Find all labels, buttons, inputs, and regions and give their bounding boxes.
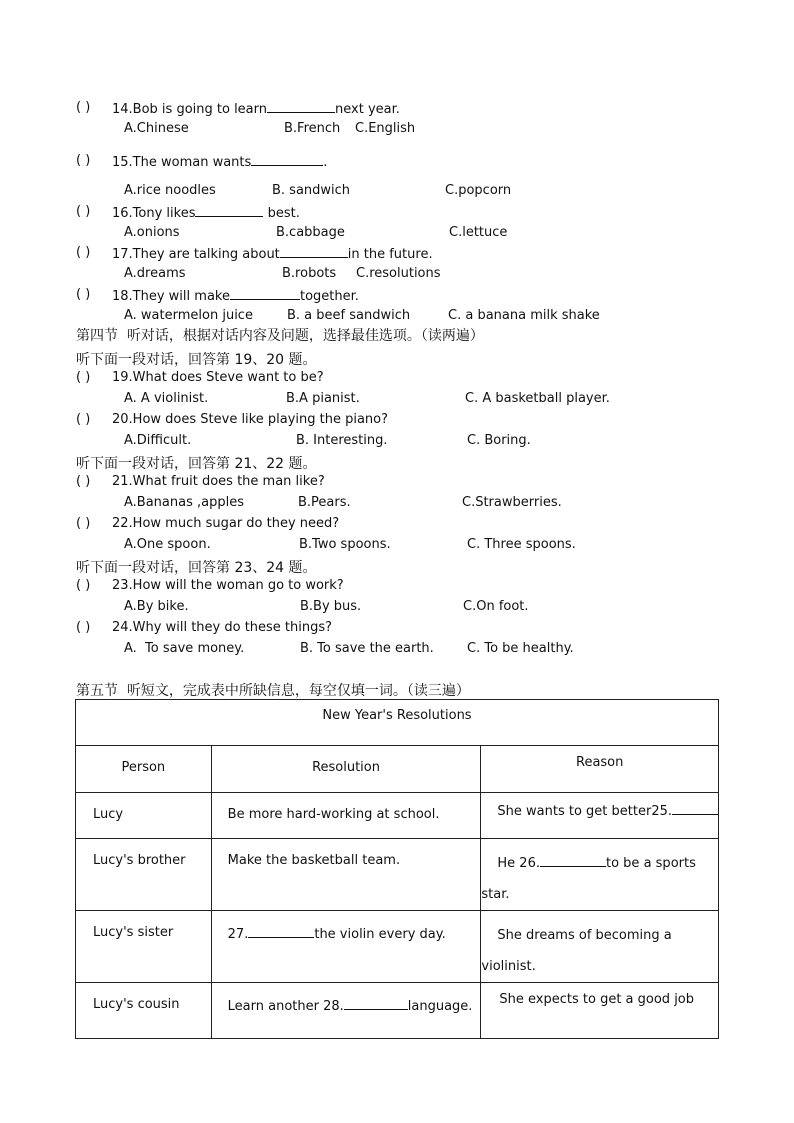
- option-c[interactable]: C.popcorn: [445, 183, 512, 198]
- answer-blank[interactable]: [195, 204, 263, 217]
- question-text: [112, 100, 400, 117]
- question-prefix: 14.Bob is going to learn: [112, 102, 268, 117]
- resolution-prefix: Learn another 28.: [227, 999, 344, 1014]
- answer-blank-25[interactable]: [672, 802, 718, 815]
- question-prefix: 18.They will make: [112, 289, 230, 304]
- cell-person: Lucy: [76, 793, 212, 839]
- question-suffix: next year.: [335, 102, 400, 117]
- section-4-intro-2: 听下面一段对话，回答第 21、22 题。: [76, 456, 317, 472]
- option-c[interactable]: C.resolutions: [356, 266, 441, 281]
- answer-paren[interactable]: ( ): [76, 245, 91, 260]
- option-a[interactable]: A.Chinese: [124, 121, 189, 136]
- option-a[interactable]: A. To save money.: [124, 641, 245, 656]
- question-suffix: in the future.: [347, 247, 433, 262]
- option-b[interactable]: B. To save the earth.: [300, 641, 434, 656]
- section-4-title: 第四节 听对话，根据对话内容及问题，选择最佳选项。（读两遍）: [76, 328, 484, 344]
- question-prefix: 16.Tony likes: [112, 206, 196, 221]
- option-b[interactable]: B.Pears.: [298, 495, 351, 510]
- table-row: [76, 983, 719, 1039]
- question-suffix: best.: [263, 206, 300, 221]
- option-c[interactable]: C. Boring.: [467, 433, 531, 448]
- table-row: [76, 911, 719, 983]
- option-a[interactable]: A.rice noodles: [124, 183, 216, 198]
- resolution-suffix: language.: [407, 999, 473, 1014]
- option-b[interactable]: B.Two spoons.: [299, 537, 391, 552]
- cell-resolution: Make the basketball team.: [211, 839, 481, 911]
- header-resolution: Resolution: [211, 746, 481, 793]
- option-c[interactable]: C. A basketball player.: [465, 391, 610, 406]
- table-row: [76, 793, 719, 839]
- question-text: 21.What fruit does the man like?: [112, 474, 325, 489]
- option-b[interactable]: B.A pianist.: [286, 391, 360, 406]
- table-title-row: [76, 700, 719, 746]
- table-header-row: [76, 746, 719, 793]
- answer-paren[interactable]: ( ): [76, 287, 91, 302]
- question-text: 20.How does Steve like playing the piano?: [112, 412, 389, 427]
- answer-blank[interactable]: [280, 245, 348, 258]
- resolution-suffix: the violin every day.: [314, 927, 446, 942]
- answer-paren[interactable]: ( ): [76, 620, 91, 635]
- cell-resolution: [211, 983, 481, 1039]
- option-c[interactable]: C.Strawberries.: [462, 495, 562, 510]
- cell-resolution: [211, 911, 481, 983]
- option-c[interactable]: C.On foot.: [463, 599, 529, 614]
- option-a[interactable]: A.onions: [124, 225, 180, 240]
- answer-paren[interactable]: ( ): [76, 153, 91, 168]
- cell-person: Lucy's sister: [76, 911, 212, 983]
- reason-text: She wants to get better25.: [497, 804, 672, 819]
- cell-reason: She expects to get a good job: [481, 983, 719, 1039]
- question-text: [112, 287, 359, 304]
- cell-reason: [481, 793, 719, 839]
- cell-person: Lucy's cousin: [76, 983, 212, 1039]
- question-suffix: together.: [299, 289, 359, 304]
- answer-paren[interactable]: ( ): [76, 100, 91, 115]
- option-a[interactable]: A.Bananas ,apples: [124, 495, 244, 510]
- option-c[interactable]: C.English: [355, 121, 416, 136]
- option-c[interactable]: C.lettuce: [449, 225, 508, 240]
- option-b[interactable]: B.French: [284, 121, 341, 136]
- question-text: [112, 153, 327, 170]
- header-person: Person: [76, 746, 212, 793]
- option-a[interactable]: A. watermelon juice: [124, 308, 253, 323]
- answer-paren[interactable]: ( ): [76, 516, 91, 531]
- reason-text: He 26.: [497, 856, 540, 871]
- answer-paren[interactable]: ( ): [76, 204, 91, 219]
- section-4-intro-1: 听下面一段对话，回答第 19、20 题。: [76, 352, 317, 368]
- answer-paren[interactable]: ( ): [76, 370, 91, 385]
- question-prefix: 15.The woman wants: [112, 155, 252, 170]
- cell-reason: [481, 839, 719, 911]
- answer-paren[interactable]: ( ): [76, 474, 91, 489]
- answer-blank-26[interactable]: [540, 854, 606, 867]
- question-text: 23.How will the woman go to work?: [112, 578, 344, 593]
- question-text: 22.How much sugar do they need?: [112, 516, 340, 531]
- question-text: 19.What does Steve want to be?: [112, 370, 324, 385]
- section-5-title: 第五节 听短文，完成表中所缺信息，每空仅填一词。（读三遍）: [76, 683, 470, 699]
- option-b[interactable]: B.cabbage: [276, 225, 345, 240]
- resolution-prefix: 27.: [227, 927, 249, 942]
- option-c[interactable]: C. a banana milk shake: [448, 308, 600, 323]
- reason-text-suffix: to be a sports star.: [481, 856, 696, 902]
- option-a[interactable]: A.dreams: [124, 266, 186, 281]
- cell-person: Lucy's brother: [76, 839, 212, 911]
- answer-blank-28[interactable]: [344, 997, 408, 1010]
- resolutions-table: [75, 699, 719, 1039]
- section-4-intro-3: 听下面一段对话，回答第 23、24 题。: [76, 560, 317, 576]
- option-b[interactable]: B. a beef sandwich: [287, 308, 411, 323]
- question-text: [112, 245, 433, 262]
- option-a[interactable]: A. A violinist.: [124, 391, 209, 406]
- table-title: New Year's Resolutions: [76, 700, 719, 746]
- table-row: [76, 839, 719, 911]
- header-reason: Reason: [481, 746, 719, 793]
- answer-blank[interactable]: [251, 153, 323, 166]
- option-b[interactable]: B.By bus.: [300, 599, 362, 614]
- option-a[interactable]: A.Difficult.: [124, 433, 192, 448]
- answer-blank[interactable]: [230, 287, 300, 300]
- answer-paren[interactable]: ( ): [76, 412, 91, 427]
- cell-reason: She dreams of becoming a violinist.: [481, 911, 719, 983]
- option-c[interactable]: C. Three spoons.: [467, 537, 576, 552]
- option-b[interactable]: B.robots: [282, 266, 337, 281]
- question-text: 24.Why will they do these things?: [112, 620, 333, 635]
- option-a[interactable]: A.One spoon.: [124, 537, 211, 552]
- option-b[interactable]: B. Interesting.: [296, 433, 388, 448]
- cell-resolution: Be more hard-working at school.: [211, 793, 481, 839]
- option-b[interactable]: B. sandwich: [272, 183, 351, 198]
- question-suffix: .: [323, 155, 328, 170]
- question-text: [112, 204, 300, 221]
- option-c[interactable]: C. To be healthy.: [467, 641, 574, 656]
- answer-paren[interactable]: ( ): [76, 578, 91, 593]
- question-prefix: 17.They are talking about: [112, 247, 280, 262]
- answer-blank-27[interactable]: [248, 925, 314, 938]
- answer-blank[interactable]: [267, 100, 335, 113]
- option-a[interactable]: A.By bike.: [124, 599, 189, 614]
